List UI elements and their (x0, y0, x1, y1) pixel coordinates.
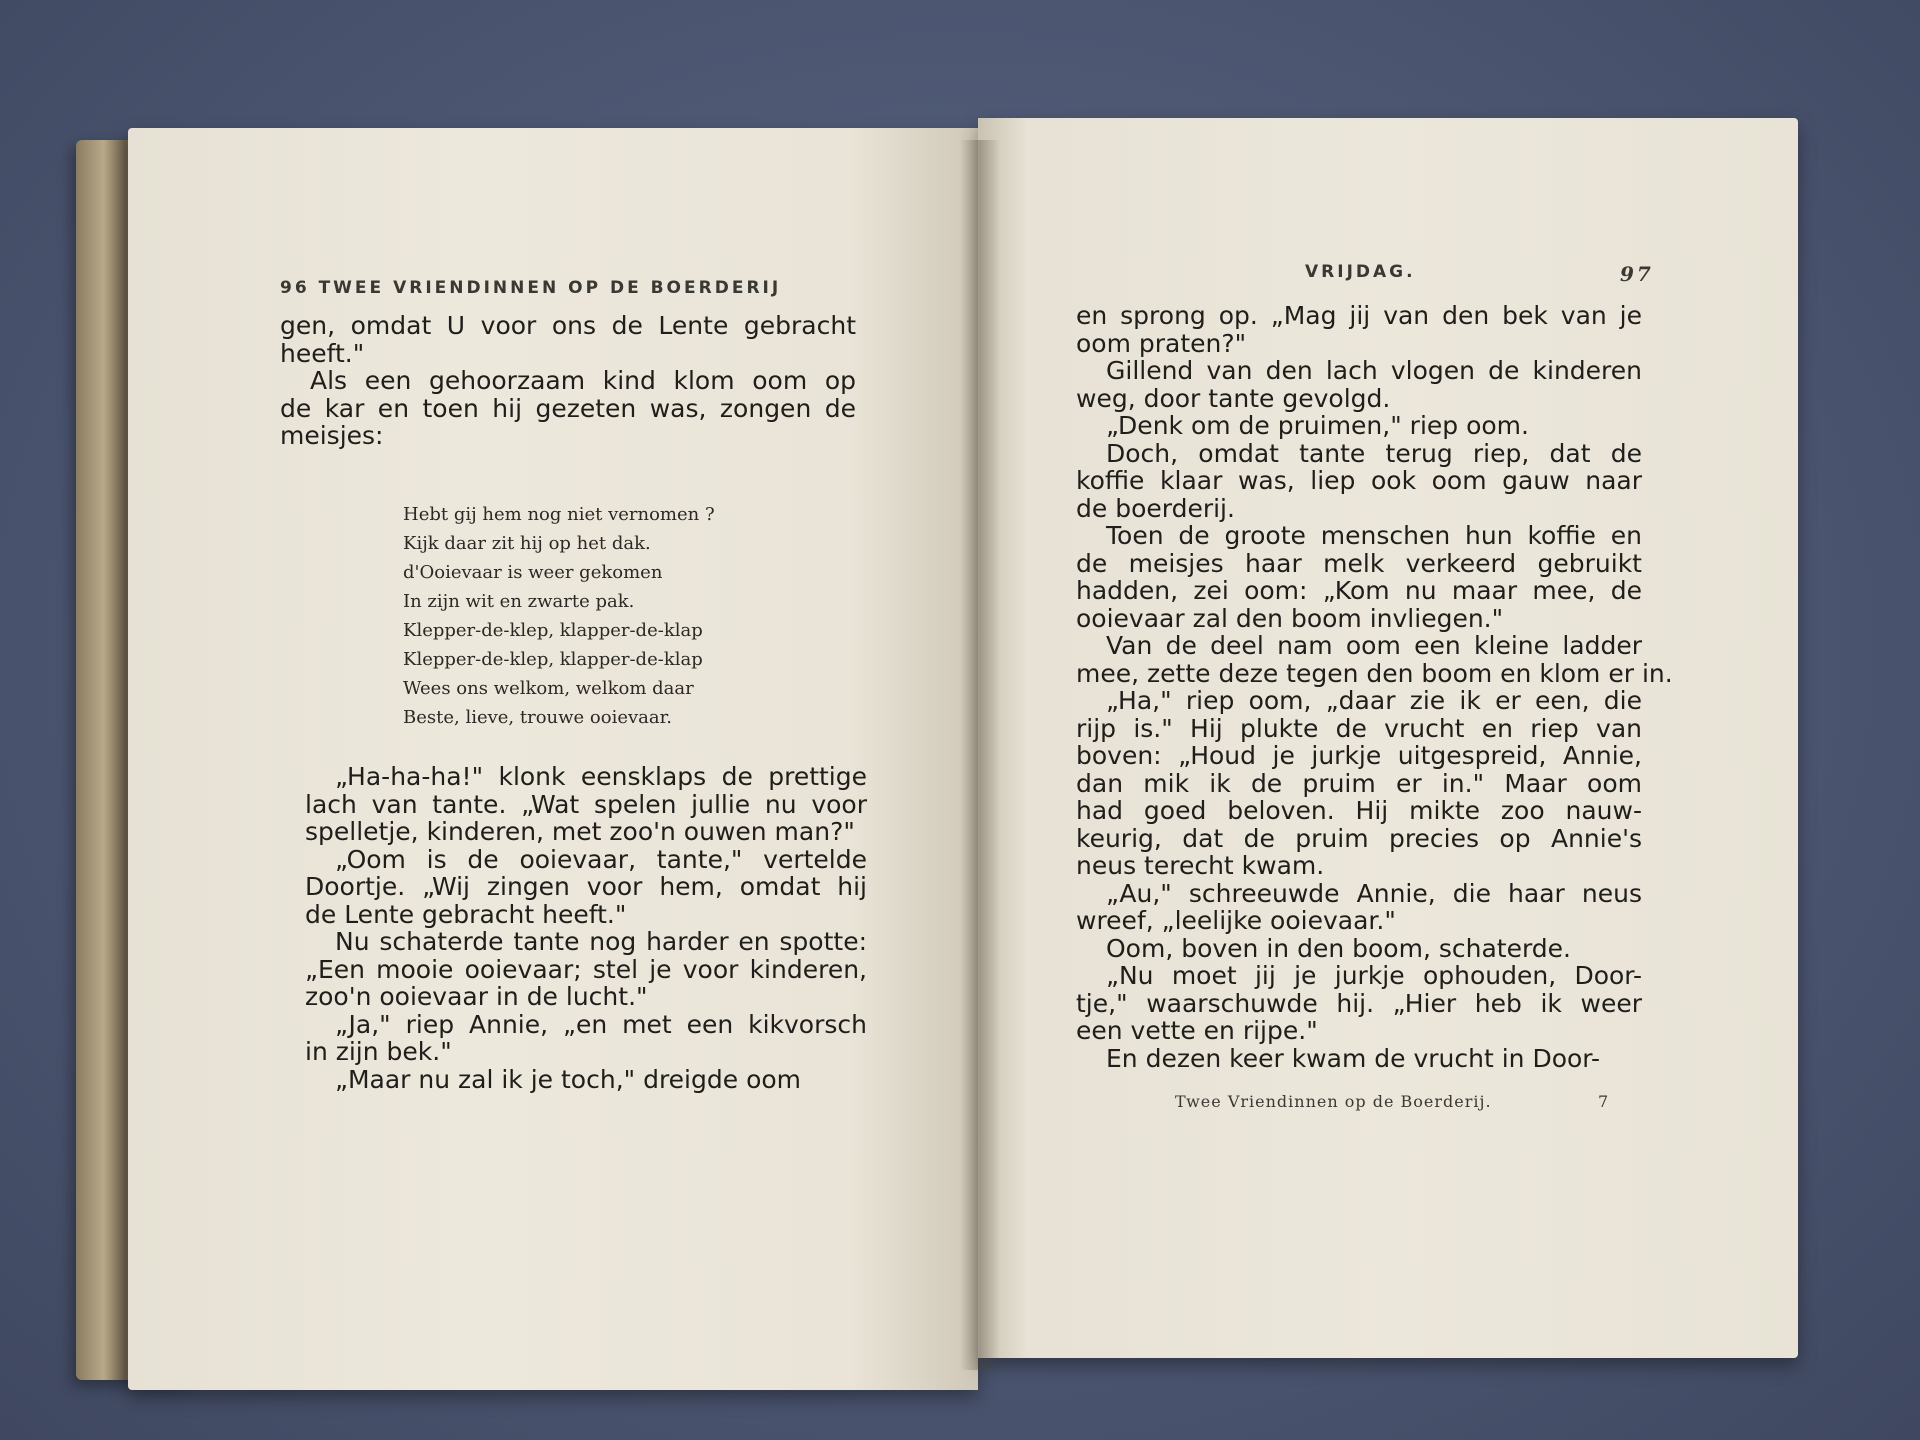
poem-line: Beste, lieve, trouwe ooievaar. (403, 707, 672, 728)
left-poem (403, 500, 715, 732)
text-line: hadden, zei oom: „Kom nu maar mee, de (1076, 576, 1642, 605)
text-line: koffie klaar was, liep ook oom gauw naar (1076, 466, 1642, 495)
text-line: neus terecht kwam. (1076, 851, 1325, 880)
text-line: de boerderij. (1076, 493, 1235, 523)
text-line: Doch, omdat tante terug riep, dat de (1106, 438, 1642, 468)
text-line: ooievaar zal den boom invliegen." (1076, 603, 1504, 633)
text-line: „Maar nu zal ik je toch," dreigde oom (335, 1064, 802, 1094)
text-line: de meisjes haar melk verkeerd gebruikt (1076, 548, 1642, 578)
left-running-head: 96 TWEE VRIENDINNEN OP DE BOERDERIJ (280, 278, 782, 298)
right-body-text (1076, 301, 1673, 1073)
right-running-head: VRIJDAG. (1305, 262, 1416, 282)
text-line: Doortje. „Wij zingen voor hem, omdat hij (305, 872, 867, 901)
text-line: „Een mooie ooievaar; stel je voor kinderen, (305, 954, 867, 984)
text-line: de Lente gebracht heeft." (305, 899, 627, 929)
text-line: meisjes: (280, 421, 384, 450)
text-line: wreef, „leelijke ooievaar." (1076, 906, 1396, 935)
text-line: zoo'n ooievaar in de lucht." (305, 982, 648, 1011)
poem-line: Kijk daar zit hij op het dak. (403, 533, 651, 554)
footer-signature-mark: 7 (1598, 1092, 1610, 1111)
left-paragraph-1 (280, 312, 856, 450)
text-line: Nu schaterde tante nog harder en spotte: (335, 927, 867, 956)
poem-line: d'Ooievaar is weer gekomen (403, 562, 663, 583)
text-line: dan mik ik de pruim er in." Maar oom (1076, 768, 1642, 798)
text-line: gen, omdat U voor ons de Lente gebracht (280, 311, 856, 340)
text-line: „Nu moet jij je jurkje ophouden, Door- (1106, 961, 1642, 990)
text-line: En dezen keer kwam de vrucht in Door- (1106, 1043, 1600, 1073)
poem-line: In zijn wit en zwarte pak. (403, 591, 635, 612)
poem-line: Wees ons welkom, welkom daar (403, 678, 694, 699)
text-line: spelletje, kinderen, met zoo'n ouwen man?" (305, 817, 855, 846)
text-line: „Denk om de pruimen," riep oom. (1106, 411, 1529, 440)
text-line: oom praten?" (1076, 328, 1247, 358)
text-line: een vette en rijpe." (1076, 1016, 1318, 1045)
text-line: weg, door tante gevolgd. (1076, 383, 1391, 413)
text-line: had goed beloven. Hij mikte zoo nauw- (1076, 796, 1642, 825)
text-line: en sprong op. „Mag jij van den bek van je (1076, 301, 1642, 330)
text-line: Als een gehoorzaam kind klom oom op (310, 366, 856, 395)
text-line: mee, zette deze tegen den boom en klom er in. (1076, 658, 1673, 688)
left-paragraph-2 (305, 763, 867, 1093)
text-line: in zijn bek." (305, 1037, 452, 1066)
poem-line: Hebt gij hem nog niet vernomen ? (403, 504, 715, 525)
text-line: heeft." (280, 338, 365, 368)
right-page-number: 97 (1620, 262, 1654, 286)
text-line: „Ha-ha-ha!" klonk eensklaps de prettige (335, 762, 867, 791)
text-line: Toen de groote menschen hun koffie en (1106, 521, 1642, 550)
text-line: Van de deel nam oom een kleine ladder (1106, 631, 1642, 660)
text-line: rijp is." Hij plukte de vrucht en riep van (1076, 713, 1642, 743)
text-line: „Oom is de ooievaar, tante," vertelde (335, 844, 867, 874)
text-line: de kar en toen hij gezeten was, zongen de (280, 393, 856, 423)
poem-line: Klepper-de-klep, klapper-de-klap (403, 649, 703, 670)
book-gutter (960, 140, 1000, 1370)
text-line: lach van tante. „Wat spelen jullie nu voor (305, 789, 867, 819)
text-line: boven: „Houd je jurkje uitgespreid, Annie, (1076, 741, 1642, 770)
footer-book-title: Twee Vriendinnen op de Boerderij. (1175, 1092, 1492, 1111)
text-line: keurig, dat de pruim precies op Annie's (1076, 823, 1642, 853)
text-line: tje," waarschuwde hij. „Hier heb ik weer (1076, 988, 1642, 1018)
text-line: „Ja," riep Annie, „en met een kikvorsch (335, 1009, 867, 1039)
text-line: „Ha," riep oom, „daar zie ik er een, die (1106, 686, 1642, 715)
poem-line: Klepper-de-klep, klapper-de-klap (403, 620, 703, 641)
text-line: Oom, boven in den boom, schaterde. (1106, 933, 1571, 963)
text-line: „Au," schreeuwde Annie, die haar neus (1106, 878, 1642, 908)
text-line: Gillend van den lach vlogen de kinderen (1106, 356, 1642, 385)
